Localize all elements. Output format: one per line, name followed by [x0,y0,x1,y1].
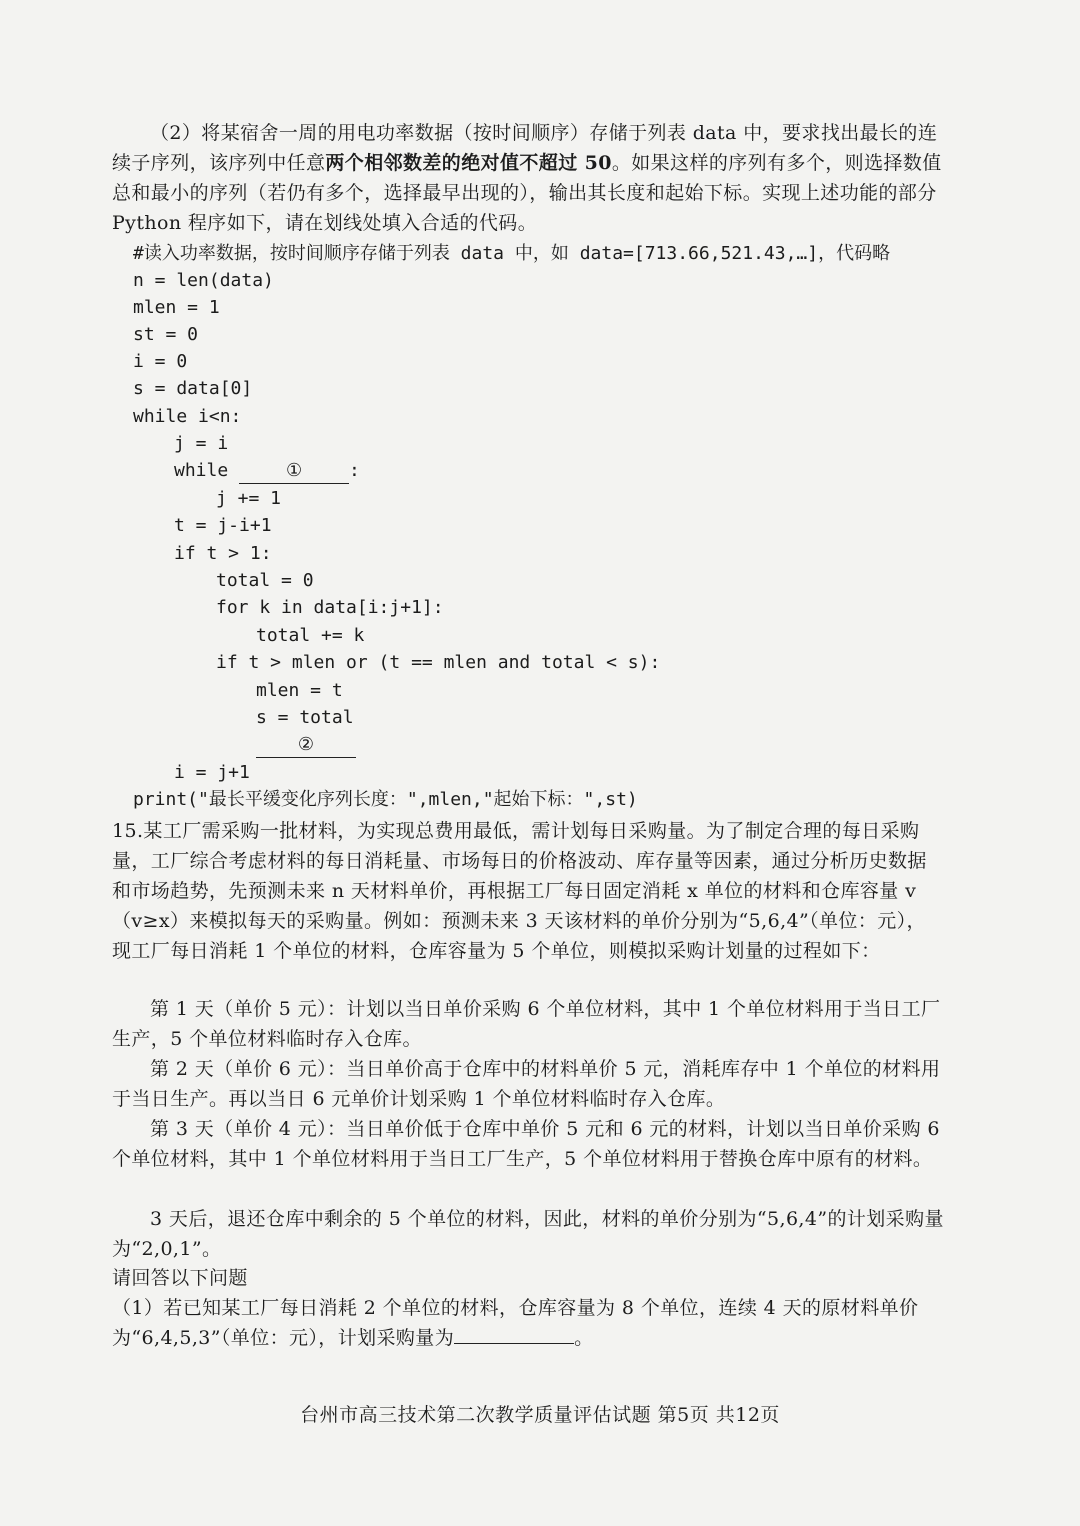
code-line: t = j-i+1 [174,515,272,536]
code-line: print("最长平缓变化序列长度：",mlen,"起始下标：",st) [133,789,638,810]
code-line: if t > mlen or (t == mlen and total < s): [216,652,661,673]
code-line: total += k [256,625,365,646]
question-15-day3: 第 3 天（单价 4 元）：当日单价低于仓库中单价 5 元和 6 元的材料，计划以当日单价采购 6 个单位材料，其中 1 个单位材料用于当日工厂生产，5 个单位材料用于替换仓库中原有的材料。 [112,1118,940,1170]
question-15-prompt: 请回答以下问题 [112,1267,248,1289]
code-line-blank-1: while ① : [174,457,360,484]
answer-blank-15-1[interactable] [454,1343,574,1344]
code-line: i = j+1 [174,762,250,783]
page-footer: 台州市高三技术第二次教学质量评估试题 第5页 共12页 [300,1404,780,1426]
answer-blank-2[interactable]: ② [256,733,356,758]
question-15-sub1: （1）若已知某工厂每日消耗 2 个单位的材料，仓库容量为 8 个单位，连续 4 天的原材料单价为“6,4,5,3”（单位：元），计划采购量为 。 [112,1297,919,1349]
question-15-intro: 15.某工厂需采购一批材料，为实现总费用最低，需计划每日采购量。为了制定合理的每日采购量，工厂综合考虑材料的每日消耗量、市场每日的价格波动、库存量等因素，通过分析历史数据和市场趋势，先预测未来 n 天材料单价，再根据工厂每日固定消耗 x 单位的材料和仓库容量 v（v≥x）来模拟每天的采购量。例如：预测未来 3 天该材料的单价分别为“5,6,4”（单位：元），现工厂每日消耗 1 个单位的材料，仓库容量为 5 个单位，则模拟采购计划量的过程如下： [112,820,927,962]
code-line: s = data[0] [133,378,253,399]
bold-condition: 两个相邻数差的绝对值不超过 50 [325,152,612,174]
question-15-summary: 3 天后，退还仓库中剩余的 5 个单位的材料，因此，材料的单价分别为“5,6,4”的计划采购量为“2,0,1”。 [112,1208,944,1260]
question-15-day2: 第 2 天（单价 6 元）：当日单价高于仓库中的材料单价 5 元，消耗库存中 1 个单位的材料用于当日生产。再以当日 6 元单价计划采购 1 个单位材料临时存入仓库。 [112,1058,941,1110]
code-line: total = 0 [216,570,314,591]
code-line: for k in data[i:j+1]: [216,597,444,618]
code-line: j += 1 [216,488,282,509]
code-line: st = 0 [133,324,199,345]
code-line: j = i [174,433,229,454]
code-line: n = len(data) [133,270,274,291]
answer-blank-1[interactable]: ① [239,459,349,484]
code-line: if t > 1: [174,543,272,564]
question-15-day1: 第 1 天（单价 5 元）：计划以当日单价采购 6 个单位材料，其中 1 个单位材料用于当日工厂生产，5 个单位材料临时存入仓库。 [112,998,941,1050]
code-line: mlen = t [256,680,343,701]
code-comment: #读入功率数据，按时间顺序存储于列表 data 中，如 data=[713.66,521.43,…]，代码略 [133,243,891,264]
code-line: while i<n: [133,406,242,427]
code-line-blank-2 [256,731,356,758]
code-line: i = 0 [133,351,188,372]
code-line: s = total [256,707,354,728]
code-line: mlen = 1 [133,297,220,318]
question-14-2-intro: （2）将某宿舍一周的用电功率数据（按时间顺序）存储于列表 data 中，要求找出最长的连续子序列，该序列中任意两个相邻数差的绝对值不超过 50。如果这样的序列有多个，则选择数值总和最小的序列（若仍有多个，选择最早出现的），输出其长度和起始下标。实现上述功能的部分 Python 程序如下，请在划线处填入合适的代码。 [112,122,942,234]
